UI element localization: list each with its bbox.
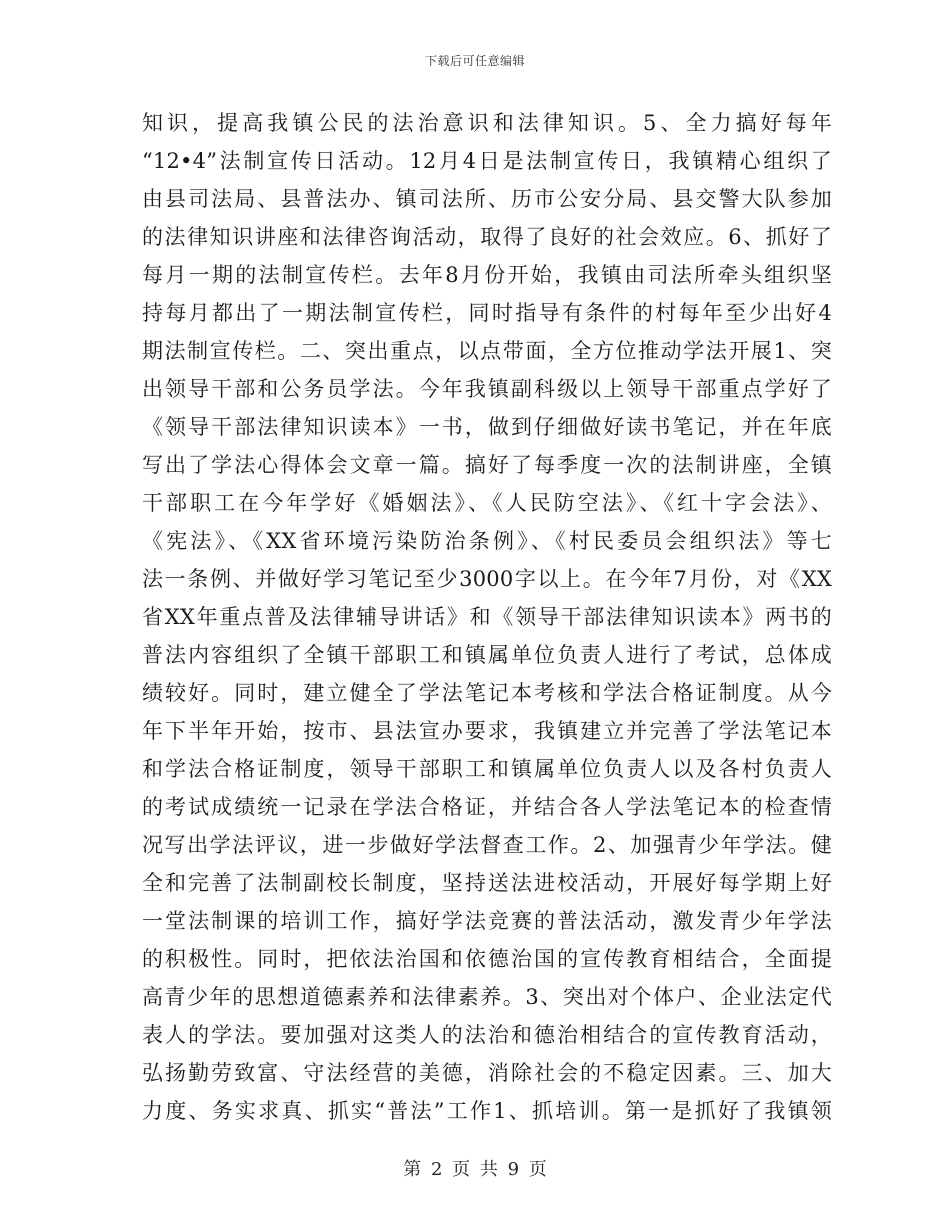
body-text-line: 知识，提高我镇公民的法治意识和法律知识。5、全力搞好每年 bbox=[142, 111, 832, 135]
body-text-line: 高青少年的思想道德素养和法律素养。3、突出对个体户、企业法定代 bbox=[142, 985, 832, 1009]
body-text-line: 出领导干部和公务员学法。今年我镇副科级以上领导干部重点学好了 bbox=[142, 377, 832, 401]
body-text-line: 力度、务实求真、抓实“普法”工作1、抓培训。第一是抓好了我镇领 bbox=[142, 1099, 832, 1123]
body-text-line: 法一条例、并做好学习笔记至少3000字以上。在今年7月份，对《XX bbox=[142, 567, 832, 591]
page-header: 下载后可任意编辑 bbox=[424, 54, 525, 68]
body-text-line: 和学法合格证制度，领导干部职工和镇属单位负责人以及各村负责人 bbox=[142, 757, 832, 781]
body-text-line: 的积极性。同时，把依法治国和依德治国的宣传教育相结合，全面提 bbox=[142, 947, 832, 971]
body-text-line: 一堂法制课的培训工作，搞好学法竞赛的普法活动，激发青少年学法 bbox=[142, 909, 832, 933]
body-text-line: 《领导干部法律知识读本》一书，做到仔细做好读书笔记，并在年底 bbox=[142, 415, 832, 439]
body-text-line: 期法制宣传栏。二、突出重点，以点带面，全方位推动学法开展1、突 bbox=[142, 339, 832, 363]
body-text-line: 普法内容组织了全镇干部职工和镇属单位负责人进行了考试，总体成 bbox=[142, 643, 832, 667]
body-text-line: 绩较好。同时，建立健全了学法笔记本考核和学法合格证制度。从今 bbox=[142, 681, 832, 705]
body-text-line: 况写出学法评议，进一步做好学法督查工作。2、加强青少年学法。健 bbox=[142, 833, 832, 857]
body-text-line: 省XX年重点普及法律辅导讲话》和《领导干部法律知识读本》两书的 bbox=[142, 605, 832, 629]
body-text-line: 年下半年开始，按市、县法宣办要求，我镇建立并完善了学法笔记本 bbox=[142, 719, 832, 743]
body-text-line: 《宪法》、《XX省环境污染防治条例》、《村民委员会组织法》等七 bbox=[142, 529, 832, 553]
body-text-line: 弘扬勤劳致富、守法经营的美德，消除社会的不稳定因素。三、加大 bbox=[142, 1061, 832, 1085]
body-text-line: 全和完善了法制副校长制度，坚持送法进校活动，开展好每学期上好 bbox=[142, 871, 832, 895]
body-text-line: 的法律知识讲座和法律咨询活动，取得了良好的社会效应。6、抓好了 bbox=[142, 225, 832, 249]
body-text-line: 持每月都出了一期法制宣传栏，同时指导有条件的村每年至少出好4 bbox=[142, 301, 832, 325]
body-text-line: 每月一期的法制宣传栏。去年8月份开始，我镇由司法所牵头组织坚 bbox=[142, 263, 832, 287]
document-body bbox=[142, 104, 832, 1130]
body-text-line: 由县司法局、县普法办、镇司法所、历市公安分局、县交警大队参加 bbox=[142, 187, 832, 211]
body-text-line: “12•4”法制宣传日活动。12月4日是法制宣传日，我镇精心组织了 bbox=[142, 149, 832, 173]
page-footer-page-number: 第 2 页 共 9 页 bbox=[403, 1159, 547, 1180]
body-text-line: 干部职工在今年学好《婚姻法》、《人民防空法》、《红十字会法》、 bbox=[142, 491, 832, 515]
body-text-line: 写出了学法心得体会文章一篇。搞好了每季度一次的法制讲座，全镇 bbox=[142, 453, 832, 477]
body-text-line: 表人的学法。要加强对这类人的法治和德治相结合的宣传教育活动， bbox=[142, 1023, 832, 1047]
body-text-line: 的考试成绩统一记录在学法合格证，并结合各人学法笔记本的检查情 bbox=[142, 795, 832, 819]
